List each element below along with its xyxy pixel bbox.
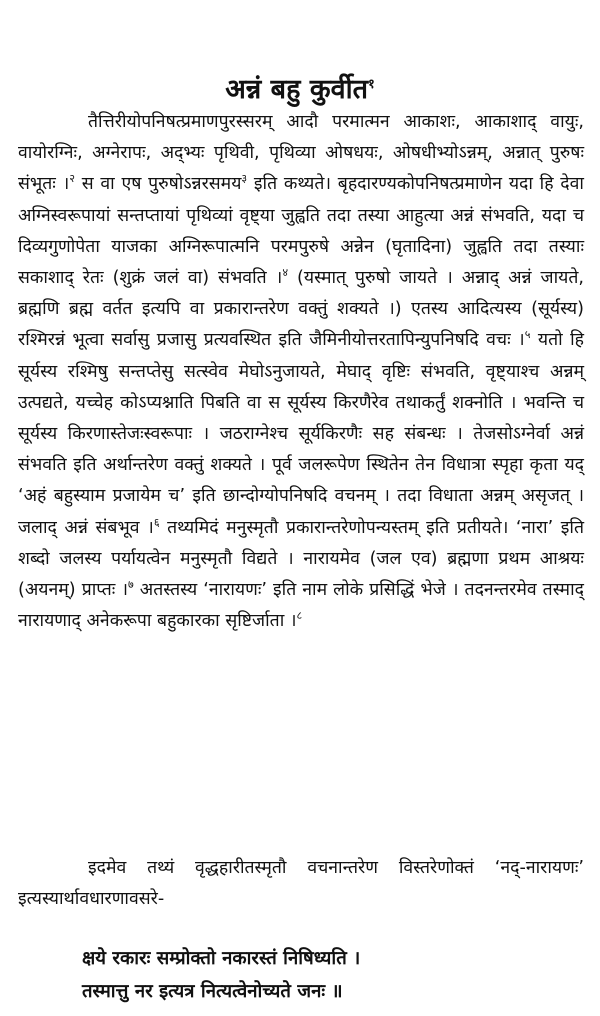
sentence: इति कथ्यते। बृहदारण्यकोपनिषत्प्रमाणेन यदा हि देवा अग्निस्वरूपायां सन्तप्तायां पृथिव्यां वृष्ट्या जुह्वति तदा तस्या आहुत्या अन्नं संभवति, यदा च दिव्यगुणोपेता याजका अग्निरूपात्मनि परमपुरुषे अन्नेन (घृतादिना) जुह्वति तदा तस्याः सकाशाद् रेतः (शुक्रं जलं वा) संभवति । xyxy=(18,174,584,289)
title-footnote-marker: १ xyxy=(367,77,375,92)
footnote-marker: ४ xyxy=(282,266,289,280)
sentence: (यस्मात् पुरुषो जायते । अन्नाद् अन्नं जायते, ब्रह्मणि ब्रह्म वर्तत इत्यपि वा प्रकारान्तरेण वक्तुं शक्यते ।) एतस्य आदित्यस्य (सूर्यस्य) रश्मिरन्नं भूत्वा सर्वासु प्रजासु प्रत्यवस्थित इति जैमिनीयोत्तरतापिन्युपनिषदि वचः । xyxy=(18,268,584,351)
footnote-marker: ५ xyxy=(524,328,531,342)
footnote-marker: ६ xyxy=(153,515,160,529)
sentence: यतो हि सूर्यस्य रश्मिषु सन्तप्तेसु सत्स्वेव मेघोऽनुजायते, मेघाद् वृष्टिः संभवति, वृष्ट्याश्च अन्नम् उत्पद्यते, यच्चेह कोऽप्यश्नाति पिबति वा स सूर्यस्य किरणैरेव तथाकर्तुं शक्नोति । भवन्ति च सूर्यस्य किरणास्तेजःस्वरूपाः । जठराग्नेश्च सूर्यकिरणैः सह संबन्धः । तेजसोऽग्नेर्वा अन्नं संभवति इति अर्थान्तरेण वक्तुं शक्यते । पूर्व जलरूपेण स्थितेन तेन विधात्रा स्पृहा कृता यद् ‘अहं बहुस्याम प्रजायेम च’ इति छान्दोग्योपनिषदि वचनम् । तदा विधाता अन्नम् असृजत् । जलाद् अन्नं संबभूव । xyxy=(18,330,584,538)
verse-line-2: तस्मात्तु नर इत्यत्र नित्यत्वेनोच्यते जनः ॥ xyxy=(82,981,343,1002)
sentence: स वा एष पुरुषोऽन्नरसमय xyxy=(75,174,242,195)
sentence: तथ्यमिदं मनुस्मृतौ प्रकारान्तरेणोपन्यस्तम् इति प्रतीयते। ‘नारा’ इति शब्दो जलस्य पर्यायत्वेन मनुस्मृतौ विद्यते । नारायमेव (जल एव) ब्रह्मणा प्रथम आश्रयः (अयनम्) प्राप्तः । xyxy=(18,517,584,601)
second-paragraph: इदमेव तथ्यं वृद्धहारीतस्मृतौ वचनान्तरेण विस्तरेणोक्तं ‘नद्-नारायणः’ इत्यस्यार्थावधारणावसरे- xyxy=(18,858,584,910)
footnote-marker: ३ xyxy=(241,172,248,186)
main-paragraph xyxy=(18,107,584,637)
footnote-marker: २ xyxy=(69,172,75,186)
footnote-marker: ८ xyxy=(296,609,303,623)
title-text: अन्नं बहु कुर्वीत xyxy=(225,74,368,105)
page-title xyxy=(0,68,600,107)
verse-line-1: क्षये रकारः सम्प्रोक्तो नकारस्तं निषिध्यति । xyxy=(82,948,361,969)
sentence: अतस्तस्य ‘नारायणः’ इति नाम लोके प्रसिद्धिं भेजे । तदनन्तरमेव तस्माद् नारायणाद् अनेकरूपा बहुकारका सृष्टिर्जाता । xyxy=(18,580,584,632)
sentence: तैत्तिरीयोपनिषत्प्रमाणपुरस्सरम् आदौ परमात्मन आकाशः, आकाशाद् वायुः, वायोरग्निः, अग्नेरापः, अद्भ्यः पृथिवी, पृथिव्या ओषधयः, ओषधीभ्योऽन्नम्, अन्नात् पुरुषः संभूतः । xyxy=(18,112,584,195)
footnote-marker: ७ xyxy=(128,578,134,592)
